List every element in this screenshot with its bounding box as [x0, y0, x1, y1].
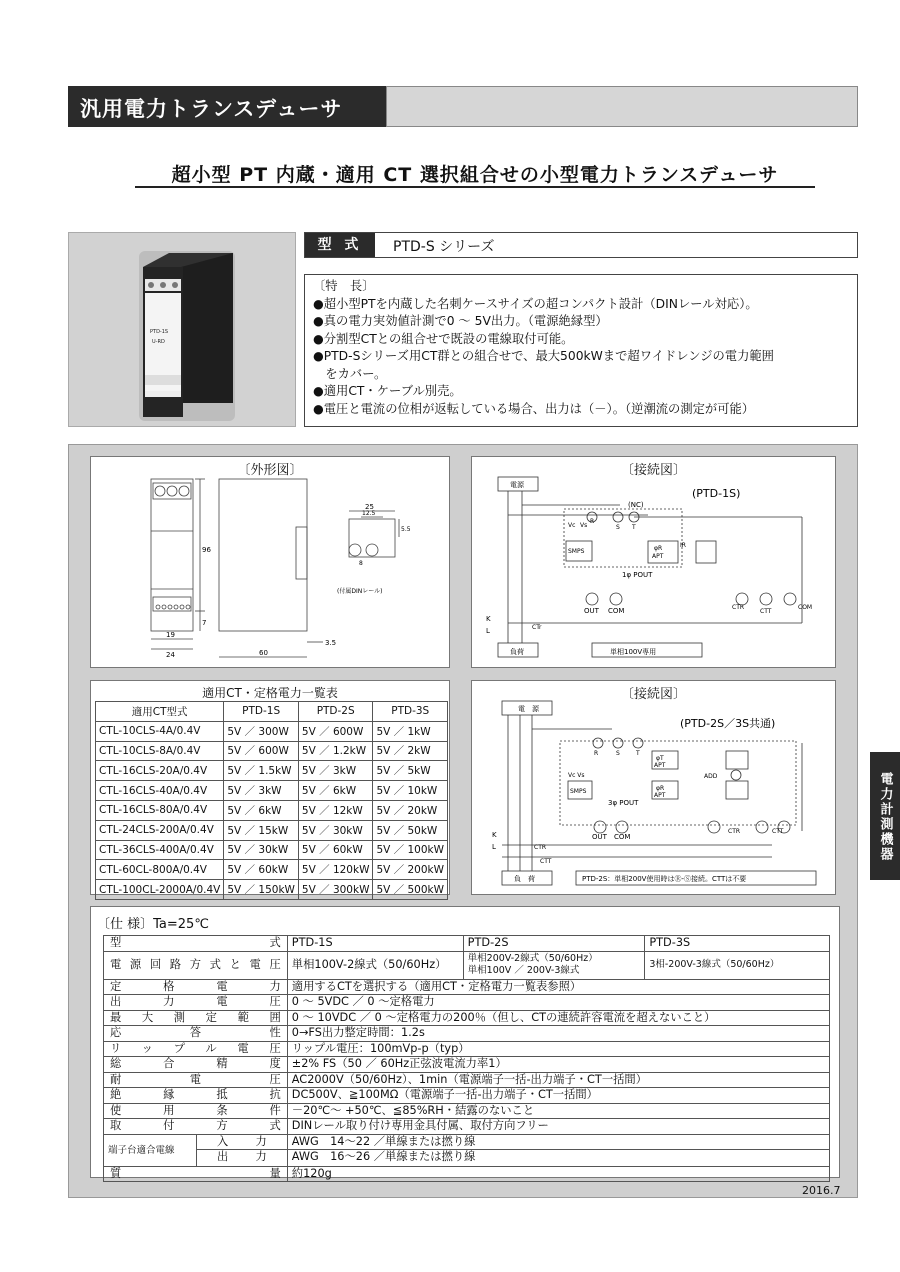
table-row	[104, 995, 830, 1011]
conn1-l: L	[486, 627, 490, 635]
conn1-load: 負荷	[510, 648, 524, 656]
table-cell: 5V ／ 120kW	[298, 860, 373, 880]
dim-depth: 60	[259, 649, 268, 657]
conn1-subtitle: (PTD-1S)	[692, 487, 741, 500]
connection1-title: 〔接続図〕	[620, 463, 686, 478]
terminal-label: 端子台適合電線	[108, 1144, 175, 1156]
connection2-svg	[472, 681, 835, 894]
table-cell: 5V ／ 3kW	[224, 781, 299, 801]
features-title: 〔特 長〕	[313, 279, 375, 293]
table-cell: CTL-16CLS-80A/0.4V	[96, 800, 224, 820]
connection1-svg	[472, 457, 835, 667]
spec-model-3: PTD-3S	[645, 936, 830, 952]
table-row	[104, 979, 830, 995]
conn1-out: OUT	[584, 607, 599, 615]
dim-height: 96	[202, 546, 211, 554]
terminal-in-value: AWG 14～22 ／単線または撚り線	[288, 1135, 829, 1151]
conn1-power: 電源	[510, 481, 524, 489]
ct-rating-table	[95, 701, 448, 900]
table-row	[96, 840, 448, 860]
table-header-row	[96, 702, 448, 722]
conn2-pout: 3φ POUT	[608, 799, 639, 807]
feature-item: ●真の電力実効値計測で0 ～ 5V出力。（電源絶縁型）	[313, 314, 608, 328]
table-cell: 5V ／ 1.5kW	[224, 761, 299, 781]
conn1-ct: CTr	[532, 624, 542, 631]
spec-label: 最大測定範囲	[104, 1010, 288, 1026]
conn2-s: S	[616, 750, 620, 757]
spec-title: 〔仕 様〕Ta=25℃	[97, 917, 209, 932]
dim-rail: 3.5	[325, 639, 337, 647]
table-cell: CTL-100CL-2000A/0.4V	[96, 880, 224, 900]
spec-label: 電源回路方式と電圧	[104, 951, 288, 979]
conn2-ct-t: CTT	[540, 858, 552, 865]
ct-rating-table-box	[90, 680, 450, 895]
photo-label-model: PTD-1S	[150, 329, 169, 335]
table-cell: CTL-16CLS-40A/0.4V	[96, 781, 224, 801]
dim-width-24: 24	[166, 651, 175, 659]
spec-label: 応答性	[104, 1026, 288, 1042]
conn1-ir: IR	[680, 542, 686, 549]
conn1-ctt: CTT	[760, 608, 772, 615]
subtitle-underline	[135, 186, 815, 188]
conn2-note: PTD-2S：単相200V使用時はⓇ-Ⓢ接続。CTTは不要	[582, 875, 747, 883]
conn2-l: L	[492, 843, 496, 851]
spec-label: 耐電圧	[104, 1072, 288, 1088]
table-cell: 5V ／ 6kW	[298, 781, 373, 801]
conn2-k: K	[492, 831, 497, 839]
spec-label: 型式	[104, 936, 288, 952]
table-cell: 5V ／ 3kW	[298, 761, 373, 781]
terminal-in-label: 入力	[197, 1135, 287, 1151]
conn2-com: COM	[614, 833, 631, 841]
terminal-sub	[196, 1135, 287, 1166]
dim-din-height: 5.5	[401, 526, 411, 533]
conn1-s: S	[616, 524, 620, 531]
terminal-out-value: AWG 16～26 ／単線または撚り線	[291, 1150, 476, 1163]
col-header: 適用CT型式	[96, 702, 224, 722]
spec-value: 適用するCTを選択する（適用CT・定格電力一覧表参照）	[287, 979, 829, 995]
dim-din-width: 25	[365, 503, 374, 511]
conn2-apt-r: APT	[654, 792, 666, 799]
spec-value: 約120g	[287, 1166, 829, 1182]
table-row	[96, 800, 448, 820]
conn2-add: ADD	[704, 773, 718, 780]
table-cell: 5V ／ 15kW	[224, 820, 299, 840]
table-row	[96, 761, 448, 781]
table-row	[104, 1134, 830, 1166]
table-cell: 5V ／ 1kW	[373, 721, 448, 741]
col-header: PTD-3S	[373, 702, 448, 722]
table-cell: 5V ／ 2kW	[373, 741, 448, 761]
model-value: PTD-S シリーズ	[393, 239, 495, 255]
conn2-t: T	[636, 750, 640, 757]
terminal-wrap	[104, 1135, 287, 1166]
table-row	[96, 820, 448, 840]
table-cell: 5V ／ 1.2kW	[298, 741, 373, 761]
table-cell: 5V ／ 600W	[224, 741, 299, 761]
conn1-ctr: CTR	[732, 604, 745, 611]
spec-value: リップル電圧：100mVp-p（typ）	[287, 1041, 829, 1057]
connection-diagram-2	[471, 680, 836, 895]
dim-width-19: 19	[166, 631, 175, 639]
spec-value: ±2% FS（50 ／ 60Hz正弦波電流力率1）	[287, 1057, 829, 1073]
spec-model-1: PTD-1S	[287, 936, 463, 952]
table-row	[104, 1088, 830, 1104]
table-row	[104, 936, 830, 952]
din-caption: (付属DINレール)	[337, 588, 383, 595]
terminal-values	[287, 1134, 829, 1166]
conn1-note: 単相100V専用	[610, 648, 657, 656]
table-cell: 5V ／ 600W	[298, 721, 373, 741]
conn2-phr: φR	[656, 785, 665, 792]
table-cell: 5V ／ 5kW	[373, 761, 448, 781]
table-cell: CTL-60CL-800A/0.4V	[96, 860, 224, 880]
table-cell: 5V ／ 60kW	[224, 860, 299, 880]
conn1-r: R	[590, 518, 595, 525]
conn2-subtitle: (PTD-2S／3S共通)	[680, 717, 776, 730]
feature-item: ●適用CT・ケーブル別売。	[313, 384, 462, 398]
spec-label: 定格電力	[104, 979, 288, 995]
table-cell: 5V ／ 6kW	[224, 800, 299, 820]
table-row	[104, 1103, 830, 1119]
spec-value: 0 ～ 10VDC ／ 0 ～定格電力の200％（但し、CTの連続許容電流を超えないこと）	[287, 1010, 829, 1026]
table-cell: 5V ／ 300kW	[298, 880, 373, 900]
feature-item: ●分割型CTとの組合せで既設の電線取付可能。	[313, 331, 574, 346]
table-cell: 5V ／ 20kW	[373, 800, 448, 820]
table-cell: 5V ／ 60kW	[298, 840, 373, 860]
table-cell: 5V ／ 10kW	[373, 781, 448, 801]
table-row	[104, 1166, 830, 1182]
product-photo	[68, 232, 296, 427]
conn2-r: R	[594, 750, 599, 757]
conn1-com2: COM	[798, 604, 813, 611]
category-header: 汎用電力トランスデューサ	[68, 86, 386, 127]
conn1-vc: Vc	[568, 522, 576, 529]
table-row	[104, 1026, 830, 1042]
side-category-tab	[870, 752, 900, 880]
conn2-apt-t: APT	[654, 762, 666, 769]
photo-label-maker: U-RD	[152, 339, 165, 345]
spec-label: 総合精度	[104, 1057, 288, 1073]
dimension-drawing	[90, 456, 450, 668]
side-tab-text: 電力計測機器	[877, 772, 893, 862]
spec-label: 出力電圧	[104, 995, 288, 1011]
table-row	[96, 781, 448, 801]
connection-diagram-1	[471, 456, 836, 668]
dim-din-b: 8	[359, 560, 363, 567]
spec-label: 取付方式	[104, 1119, 288, 1135]
feature-item: をカバー。	[313, 366, 387, 381]
feature-item: ●PTD-Sシリーズ用CT群との組合せで、最大500kWまで超ワイドレンジの電力範囲	[313, 349, 774, 363]
connection2-title: 〔接続図〕	[620, 687, 686, 702]
conn2-power: 電 源	[518, 705, 539, 713]
conn2-pht: φT	[656, 755, 664, 762]
page-subtitle: 超小型 PT 内蔵・適用 CT 選択組合せの小型電力トランスデューサ	[171, 164, 779, 186]
conn1-pout: 1φ POUT	[622, 571, 653, 579]
feature-item: ●超小型PTを内蔵した名刺ケースサイズの超コンパクト設計（DINレール対応）。	[313, 296, 758, 311]
dimension-title: 〔外形図〕	[237, 463, 303, 478]
table-row	[96, 721, 448, 741]
spec-value: －20℃～ +50℃、≦85%RH・結露のないこと	[287, 1103, 829, 1119]
conn2-ctr: CTR	[728, 828, 741, 835]
conn2-load: 負 荷	[514, 875, 535, 883]
table-row	[104, 951, 830, 979]
conn1-phr: φR	[654, 545, 663, 552]
spec-value: DC500V、≧100MΩ（電源端子一括-出力端子・CT一括間）	[287, 1088, 829, 1104]
dimension-svg	[91, 457, 449, 667]
model-label: 型 式	[305, 233, 375, 257]
spec-circuit-3: 3相-200V-3線式（50/60Hz）	[645, 951, 830, 979]
feature-item: ●電圧と電流の位相が返転している場合、出力は（－）。（逆潮流の測定が可能）	[313, 401, 755, 416]
conn1-apt: APT	[652, 553, 664, 560]
conn2-smps: SMPS	[570, 788, 587, 795]
ct-table-title: 適用CT・定格電力一覧表	[202, 686, 338, 700]
conn1-smps: SMPS	[568, 548, 585, 555]
spec-label: リップル電圧	[104, 1041, 288, 1057]
spec-table	[103, 935, 830, 1182]
table-row	[96, 741, 448, 761]
conn1-vs: Vs	[580, 522, 588, 529]
table-cell: CTL-24CLS-200A/0.4V	[96, 820, 224, 840]
terminal-cell	[104, 1134, 288, 1166]
table-cell: 5V ／ 30kW	[224, 840, 299, 860]
table-cell: CTL-10CLS-8A/0.4V	[96, 741, 224, 761]
table-cell: CTL-36CLS-400A/0.4V	[96, 840, 224, 860]
table-cell: 5V ／ 300W	[224, 721, 299, 741]
spec-model-2: PTD-2S	[463, 936, 645, 952]
table-row	[104, 1072, 830, 1088]
table-row	[104, 1057, 830, 1073]
publication-date: 2016.7	[802, 1184, 841, 1197]
spec-value: 0 ～ 5VDC ／ 0 ～定格電力	[287, 995, 829, 1011]
dim-din-inner: 12.5	[362, 510, 376, 517]
conn2-vcvs: Vc Vs	[568, 772, 585, 779]
conn2-ct-r: CTR	[534, 844, 547, 851]
table-row	[96, 880, 448, 900]
dim-small-height: 7	[202, 619, 207, 627]
spec-circuit-1: 単相100V-2線式（50/60Hz）	[287, 951, 463, 979]
table-row	[104, 1119, 830, 1135]
table-cell: CTL-10CLS-4A/0.4V	[96, 721, 224, 741]
table-row	[104, 1041, 830, 1057]
table-cell: CTL-16CLS-20A/0.4V	[96, 761, 224, 781]
spec-value: AC2000V（50/60Hz）、1min（電源端子一括-出力端子・CT一括間）	[287, 1072, 829, 1088]
conn2-out: OUT	[592, 833, 607, 841]
header-bar	[386, 86, 858, 127]
col-header: PTD-2S	[298, 702, 373, 722]
spec-circuit-2b: 単相100V ／ 200V-3線式	[467, 965, 580, 976]
features-box	[304, 274, 858, 427]
table-cell: 5V ／ 500kW	[373, 880, 448, 900]
spec-label: 使用条件	[104, 1103, 288, 1119]
product-image	[69, 233, 297, 428]
spec-label: 質量	[104, 1166, 288, 1182]
col-header: PTD-1S	[224, 702, 299, 722]
terminal-out-label: 出力	[217, 1150, 267, 1163]
table-cell: 5V ／ 12kW	[298, 800, 373, 820]
spec-value: 0→FS出力整定時間：1.2s	[287, 1026, 829, 1042]
table-cell: 5V ／ 50kW	[373, 820, 448, 840]
conn1-nc: (NC)	[628, 501, 644, 509]
table-cell: 5V ／ 30kW	[298, 820, 373, 840]
spec-circuit-2a: 単相200V-2線式（50/60Hz）	[467, 953, 598, 964]
spec-box	[90, 906, 840, 1178]
table-cell: 5V ／ 150kW	[224, 880, 299, 900]
conn2-ctt: CTT	[772, 828, 784, 835]
conn1-t: T	[632, 524, 636, 531]
spec-circuit-2	[463, 951, 645, 979]
spec-label: 絶縁抵抗	[104, 1088, 288, 1104]
model-box	[304, 232, 858, 258]
table-cell: 5V ／ 100kW	[373, 840, 448, 860]
table-row	[96, 860, 448, 880]
conn1-k: K	[486, 615, 491, 623]
spec-value: DINレール取り付け専用金具付属、取付方向フリー	[287, 1119, 829, 1135]
table-cell: 5V ／ 200kW	[373, 860, 448, 880]
table-row	[104, 1010, 830, 1026]
conn1-com: COM	[608, 607, 625, 615]
